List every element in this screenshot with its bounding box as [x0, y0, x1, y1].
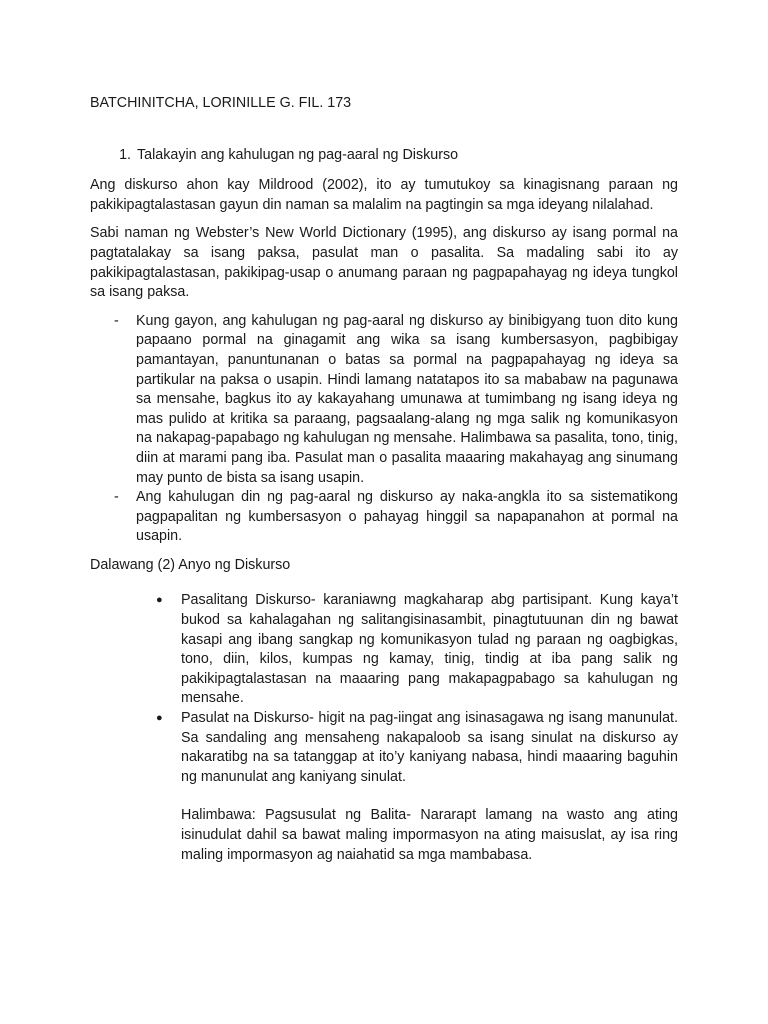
question-number: 1.	[119, 146, 131, 163]
list-item	[90, 488, 678, 547]
list-item	[90, 312, 678, 488]
question-item	[90, 146, 678, 166]
list-item-text: Pasalitang Diskurso- karaniawng magkaharap abg partisipant. Kung kaya’t bukod sa kahalagahan ng salitangisinasambit, pinagtutuunan din ng bawat kasapi ang ibang sangkap ng komunikasyon tulad ng paraan ng oagbigkas, tono, diin, kilos, kumpas ng kamay, tinig, tindig at iba pang salik ng pakikipagtalastasan na maaaring pang makapagpabago sa kahulugan ng mensahe.	[181, 592, 678, 707]
list-item-text: Kung gayon, ang kahulugan ng pag-aaral ng diskurso ay binibigyang tuon dito kung papaano pormal na ginagamit ang wika sa isang kumbersasyon, pagbibigay pamantayan, panuntunanan o batas sa pormal na pagpapahayag ng ideya sa partikular na paksa o usapin. Hindi lamang natatapos ito sa mababaw na pagunawa sa mensahe, bagkus ito ay kakayahang umunawa at tumimbang ng isang ideya ng mas pulido at kritika sa paraang, pagsaalang-alang ng mga salik ng komunikasyon na nakapag-papabago ng kahulugan ng mensahe. Halimbawa sa pasalita, tono, tinig, diin at marami pang iba. Pasulat man o pasalita maaaring makahayag ang sinumang may punto de bista sa isang usapin.	[136, 312, 678, 486]
list-item-text: Pasulat na Diskurso- higit na pag-iingat ang isinasagawa ng isang manunulat. Sa sandaling ang mensaheng nakapaloob sa isang sinulat na diskurso ay nakaratibg na sa tatanggap at ito’y kaniyang nabasa, hindi maaaring baguhin ng manunulat ang kaniyang sinulat.	[181, 710, 678, 785]
example-paragraph: Halimbawa: Pagsusulat ng Balita- Nararapt lamang na wasto ang ating isinudulat dahil sa bawat maling impormasyon na ating maisuslat, ay isa ring maling impormasyon ag naiahatid sa mga mambabasa.	[181, 807, 678, 863]
dash-marker: -	[114, 312, 119, 329]
document-header: BATCHINITCHA, LORINILLE G. FIL. 173	[90, 95, 352, 111]
list-item-text: Ang kahulugan din ng pag-aaral ng diskurso ay naka-angkla ito sa sistematikong pagpapalitan ng kumbersasyon o pahayag hinggil sa napapanahon at pormal na usapin.	[136, 489, 678, 545]
question-text: Talakayin ang kahulugan ng pag-aaral ng Diskurso	[137, 146, 459, 163]
dash-marker: -	[114, 489, 119, 506]
list-item	[90, 591, 678, 709]
section-title: Dalawang (2) Anyo ng Diskurso	[90, 556, 291, 573]
dash-list	[90, 312, 678, 547]
bullet-icon: ●	[156, 712, 163, 725]
bullet-list	[90, 591, 678, 865]
list-item	[90, 709, 678, 865]
paragraph-webster: Sabi naman ng Webster’s New World Dictionary (1995), ang diskurso ay isang pormal na pagtatalakay sa isang paksa, pasulat man o pasalita. Sa madaling sabi ito ay pakikipagtalastasan, pakikipag-usap o anumang paraan ng pagpapahayag ng ideya tungkol sa isang paksa.	[90, 225, 678, 301]
paragraph-mildrood: Ang diskurso ahon kay Mildrood (2002), ito ay tumutukoy sa kinagisnang paraan ng pakikipagtalastasan gayun din naman sa malalim na pagtingin sa mga ideyang nilalahad.	[90, 177, 678, 213]
bullet-icon: ●	[156, 594, 163, 607]
